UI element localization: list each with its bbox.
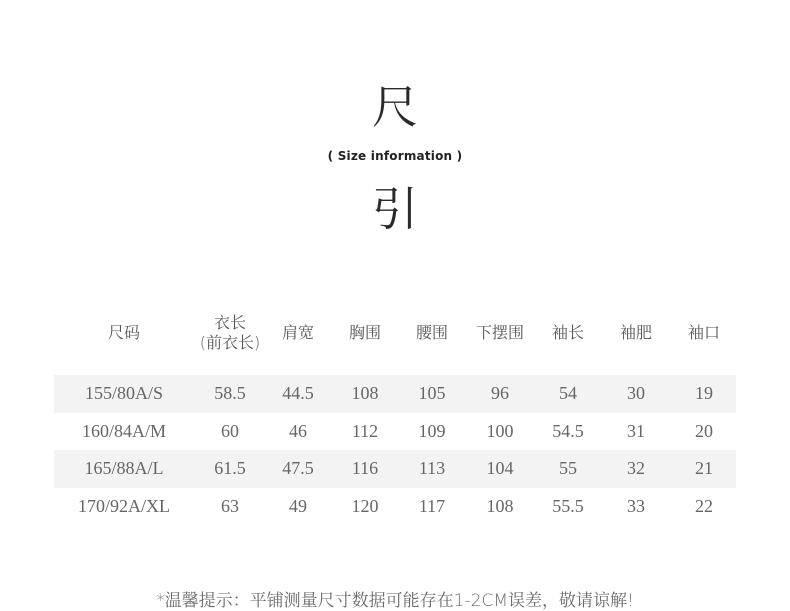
cell-cuff: 19 bbox=[695, 383, 713, 404]
table-row bbox=[54, 375, 736, 413]
table-row bbox=[54, 488, 736, 526]
table-row bbox=[54, 450, 736, 488]
cell-length: 63 bbox=[221, 495, 239, 516]
cell-chest: 116 bbox=[351, 458, 379, 479]
cell-shoulder: 46 bbox=[289, 420, 307, 441]
cell-size: 160/84A/M bbox=[81, 420, 166, 441]
cell-length: 61.5 bbox=[214, 458, 246, 479]
cell-shoulder: 49 bbox=[289, 495, 307, 516]
cell-size: 155/80A/S bbox=[84, 383, 163, 404]
page-title-top-char: 尺 bbox=[372, 80, 418, 134]
header-length bbox=[194, 313, 266, 353]
header-sleeve-length-label: 袖长 bbox=[551, 323, 584, 342]
header-sleeve-length bbox=[536, 323, 600, 343]
header-hem-label: 下摆围 bbox=[475, 323, 524, 342]
measurement-tip-note: *温馨提示：平铺测量尺寸数据可能存在1-2CM误差，敬请谅解! bbox=[156, 591, 634, 611]
cell-sleeve-length: 54.5 bbox=[552, 420, 584, 441]
header-shoulder bbox=[266, 323, 330, 343]
cell-waist: 117 bbox=[418, 495, 446, 516]
cell-shoulder: 47.5 bbox=[282, 458, 314, 479]
header-size bbox=[54, 323, 194, 343]
cell-chest: 120 bbox=[351, 495, 379, 516]
cell-hem: 100 bbox=[486, 420, 514, 441]
cell-chest: 112 bbox=[351, 420, 379, 441]
cell-cuff: 21 bbox=[695, 458, 713, 479]
cell-size: 170/92A/XL bbox=[78, 495, 170, 516]
header-length-sublabel: (前衣长) bbox=[199, 333, 261, 352]
cell-length: 60 bbox=[221, 420, 239, 441]
size-table bbox=[54, 311, 736, 525]
cell-sleeve-width: 32 bbox=[627, 458, 645, 479]
header-size-label: 尺码 bbox=[107, 323, 140, 342]
cell-cuff: 22 bbox=[695, 495, 713, 516]
cell-size: 165/88A/L bbox=[84, 458, 164, 479]
page-subtitle: ( Size information ) bbox=[327, 149, 463, 163]
cell-waist: 105 bbox=[418, 383, 446, 404]
cell-sleeve-width: 30 bbox=[627, 383, 645, 404]
cell-waist: 113 bbox=[418, 458, 446, 479]
cell-shoulder: 44.5 bbox=[282, 383, 314, 404]
page-title-bottom-char: 引 bbox=[372, 182, 418, 236]
table-row bbox=[54, 413, 736, 451]
cell-hem: 96 bbox=[491, 383, 509, 404]
cell-sleeve-length: 55.5 bbox=[552, 495, 584, 516]
header-sleeve-width bbox=[600, 323, 672, 343]
header-chest-label: 胸围 bbox=[348, 323, 381, 342]
cell-cuff: 20 bbox=[695, 420, 713, 441]
header-cuff bbox=[672, 323, 736, 343]
cell-chest: 108 bbox=[351, 383, 379, 404]
cell-sleeve-width: 33 bbox=[627, 495, 645, 516]
header-hem bbox=[464, 323, 536, 343]
header-waist bbox=[400, 323, 464, 343]
header-shoulder-label: 肩宽 bbox=[281, 323, 314, 342]
cell-sleeve-length: 55 bbox=[559, 458, 577, 479]
cell-hem: 108 bbox=[486, 495, 514, 516]
table-header-row bbox=[54, 311, 736, 355]
cell-hem: 104 bbox=[486, 458, 514, 479]
header-sleeve-width-label: 袖肥 bbox=[619, 323, 652, 342]
header-chest bbox=[330, 323, 400, 343]
cell-waist: 109 bbox=[418, 420, 446, 441]
cell-sleeve-width: 31 bbox=[627, 420, 645, 441]
header-cuff-label: 袖口 bbox=[687, 323, 720, 342]
header-waist-label: 腰围 bbox=[415, 323, 448, 342]
header-length-label: 衣长 bbox=[213, 313, 246, 332]
cell-sleeve-length: 54 bbox=[559, 383, 577, 404]
cell-length: 58.5 bbox=[214, 383, 246, 404]
